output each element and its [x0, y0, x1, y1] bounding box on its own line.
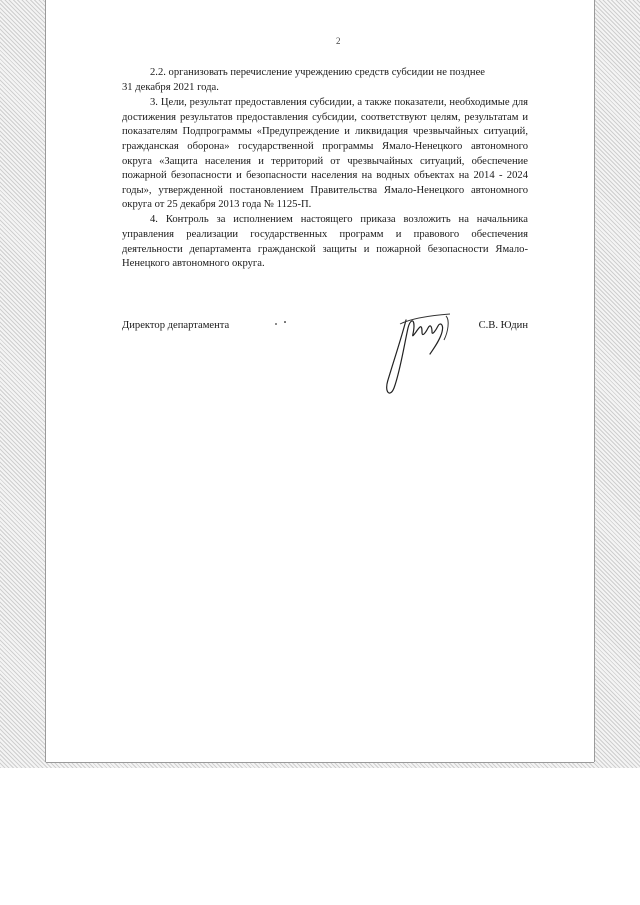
- paragraph-3: 3. Цели, результат предоставления субсидии, а также показатели, необходимые для достижения результатов предоставления субсидии, соответствуют целям, результатам и показателям Подпрограммы «Предупреждение и ликвидация чрезвычайных ситуаций, гражданская оборона» государственной программы Ямало-Ненецкого автономного округа «Защита населения и территорий от чрезвычайных ситуаций, обеспечение пожарной безопасности и безопасности населения на водных объектах на 2014 - 2024 годы», утвержденной постановлением Правительства Ямало-Ненецкого автономного округа от 25 декабря 2013 года № 1125-П.: [122, 97, 528, 211]
- signatory-title: Директор департамента: [122, 320, 230, 331]
- paragraph-2-2: 2.2. организовать перечисление учреждению средств субсидии не позднее: [150, 67, 485, 78]
- scan-speck: [275, 323, 277, 325]
- signatory-name: С.В. Юдин: [478, 320, 528, 331]
- scan-margin-right: [594, 0, 640, 768]
- document-page: [46, 0, 594, 762]
- page-number: 2: [336, 36, 341, 46]
- document-body: [122, 66, 528, 272]
- scan-margin-bottom: [0, 762, 640, 768]
- scan-speck: [284, 321, 286, 323]
- paragraph-2-2-continuation: 31 декабря 2021 года.: [122, 82, 219, 94]
- scan-margin-left: [0, 0, 46, 768]
- handwritten-signature: [364, 302, 474, 402]
- paragraph-4: 4. Контроль за исполнением настоящего приказа возложить на начальника управления реализации государственных программ и правового обеспечения деятельности департамента гражданской защиты и пожарной безопасности Ямало-Ненецкого автономного округа.: [122, 214, 528, 270]
